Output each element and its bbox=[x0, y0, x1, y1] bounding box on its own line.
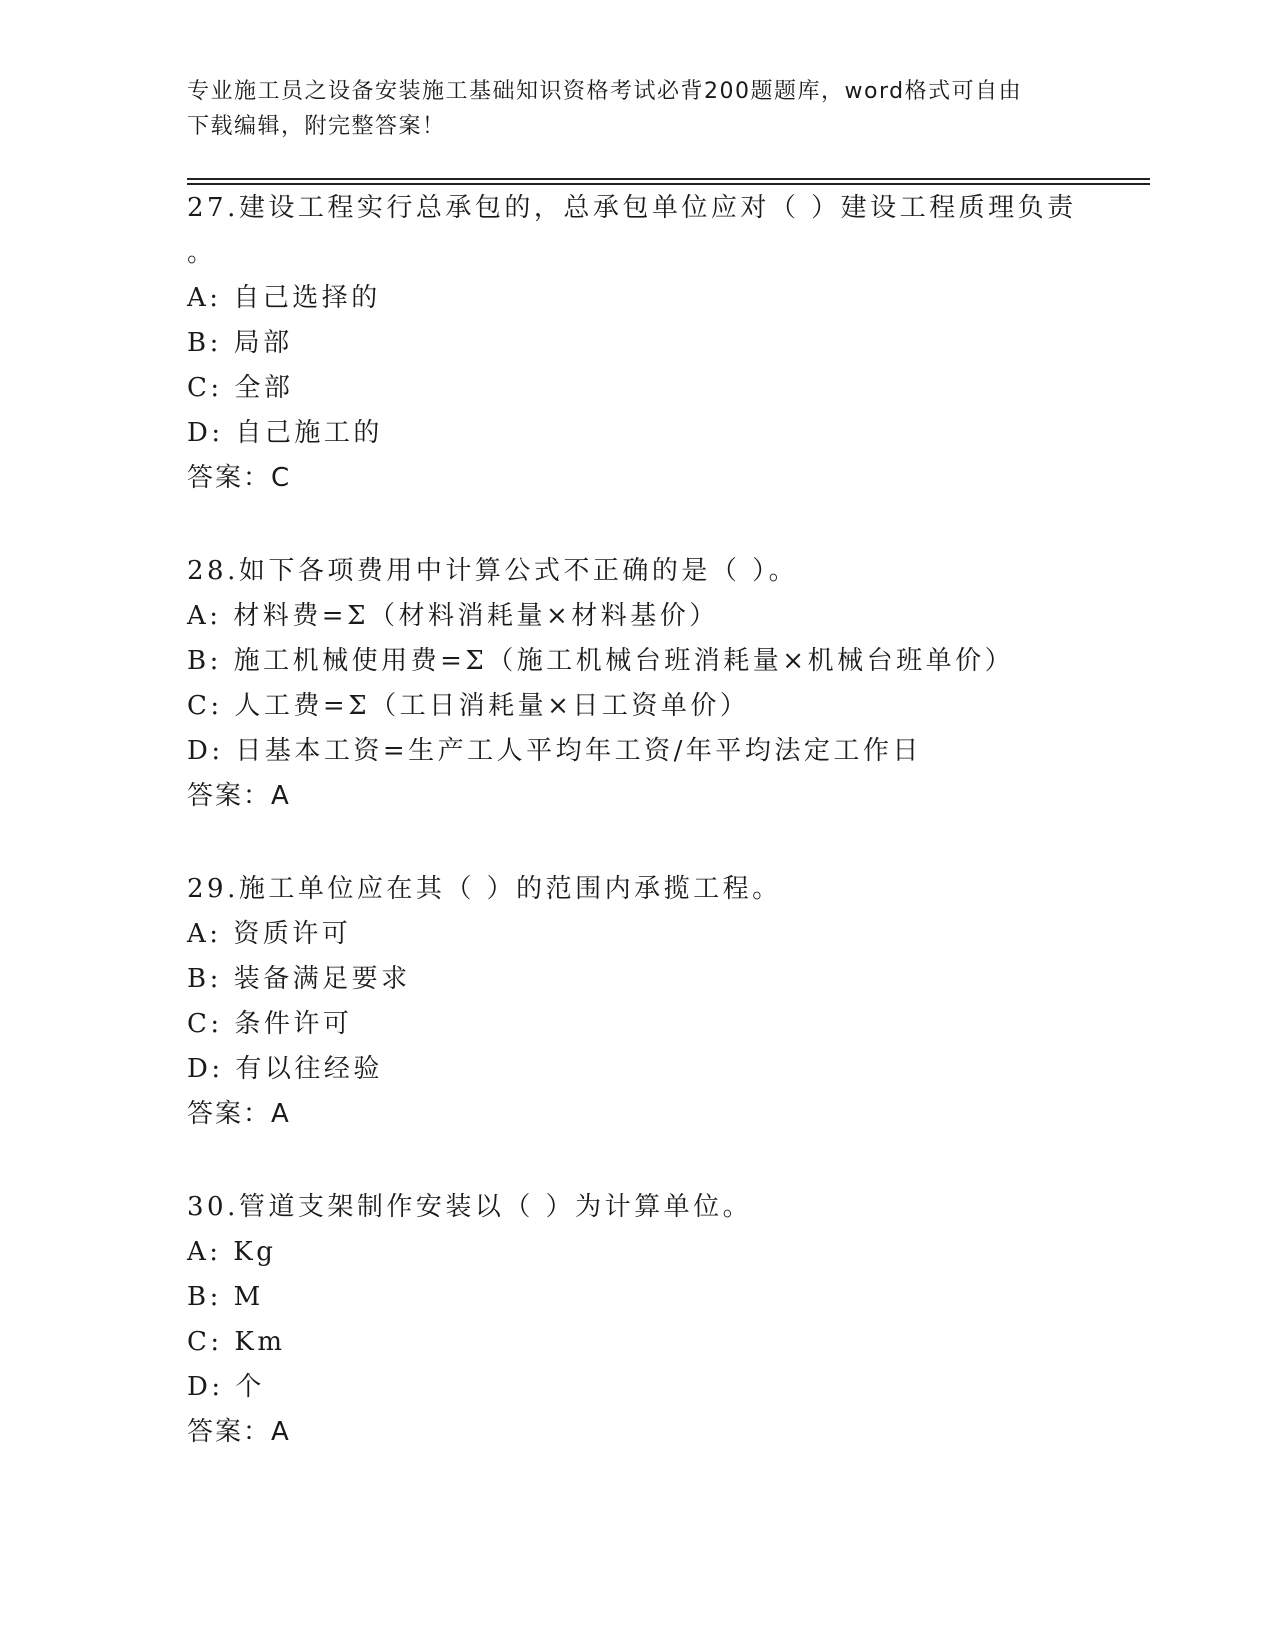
option-c: C: 全部 bbox=[187, 373, 294, 403]
question-list bbox=[187, 186, 1087, 1503]
question-28 bbox=[187, 549, 1087, 819]
option-b: B: 装备满足要求 bbox=[187, 964, 411, 994]
option-a: A: 自己选择的 bbox=[187, 283, 381, 313]
option-c: C: Km bbox=[187, 1327, 286, 1357]
answer: 答案：C bbox=[187, 463, 292, 493]
question-stem-continuation: 。 bbox=[187, 238, 217, 268]
header-line-2: 下载编辑，附完整答案！ bbox=[187, 114, 446, 139]
question-stem: 30.管道支架制作安装以（ ）为计算单位。 bbox=[187, 1192, 753, 1222]
question-stem: 27.建设工程实行总承包的，总承包单位应对（ ）建设工程质理负责 bbox=[187, 193, 1077, 223]
question-27 bbox=[187, 186, 1087, 501]
document-header bbox=[187, 74, 1067, 144]
option-c: C: 人工费=Σ（工日消耗量×日工资单价） bbox=[187, 691, 750, 721]
option-a: A: 材料费=Σ（材料消耗量×材料基价） bbox=[187, 601, 719, 631]
option-d: D: 有以往经验 bbox=[187, 1054, 383, 1084]
header-divider-top bbox=[187, 178, 1150, 180]
header-divider-bottom bbox=[187, 183, 1150, 185]
question-30 bbox=[187, 1185, 1087, 1455]
option-b: B: M bbox=[187, 1282, 264, 1312]
answer: 答案：A bbox=[187, 781, 291, 811]
question-stem: 28.如下各项费用中计算公式不正确的是（ ）。 bbox=[187, 556, 799, 586]
header-line-1: 专业施工员之设备安装施工基础知识资格考试必背200题题库，word格式可自由 bbox=[187, 79, 1023, 104]
option-a: A: 资质许可 bbox=[187, 919, 352, 949]
question-29 bbox=[187, 867, 1087, 1137]
answer: 答案：A bbox=[187, 1417, 291, 1447]
option-d: D: 自己施工的 bbox=[187, 418, 383, 448]
option-b: B: 施工机械使用费=Σ（施工机械台班消耗量×机械台班单价） bbox=[187, 646, 1015, 676]
option-d: D: 个 bbox=[187, 1372, 265, 1402]
option-d: D: 日基本工资=生产工人平均年工资/年平均法定工作日 bbox=[187, 736, 922, 766]
option-a: A: Kg bbox=[187, 1237, 277, 1267]
option-c: C: 条件许可 bbox=[187, 1009, 353, 1039]
question-stem: 29.施工单位应在其（ ）的范围内承揽工程。 bbox=[187, 874, 782, 904]
answer: 答案：A bbox=[187, 1099, 291, 1129]
option-b: B: 局部 bbox=[187, 328, 293, 358]
